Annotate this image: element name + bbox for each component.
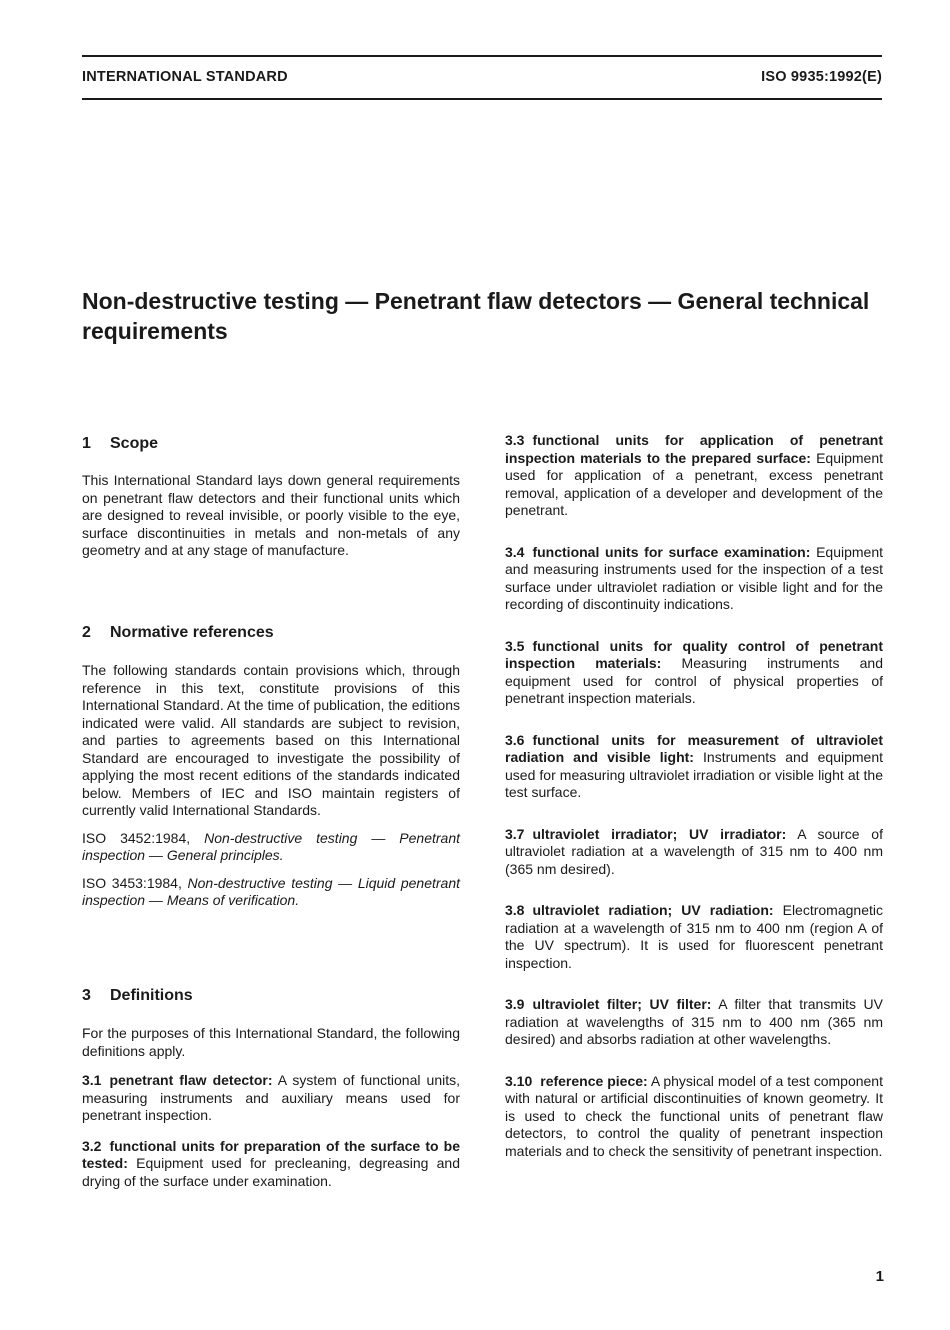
definition-text: A physical model of a test component with natural or artificial discontinuities of known geometry. It is used to check the functional units of penetrant flaw detectors, to control the quality of penetrant inspection materials and to check the sensitivity of penetrant inspection. xyxy=(505,1072,883,1159)
definitions-body-left xyxy=(82,1025,460,1190)
definition-term: functional units for measurement of ultraviolet radiation and visible light: xyxy=(505,731,883,765)
definition-text: Instruments and equipment used for measuring ultraviolet irradiation or visible light at the test surface. xyxy=(505,749,884,800)
definition-number: 3.4 xyxy=(505,543,525,560)
definition-number: 3.9 xyxy=(505,996,525,1012)
section-title: Scope xyxy=(110,435,159,452)
definition-item xyxy=(82,1072,460,1125)
section-title: Definitions xyxy=(110,987,193,1004)
definition-item xyxy=(505,544,883,614)
definition-number: 3.1 xyxy=(82,1072,102,1088)
definition-number: 3.6 xyxy=(505,731,525,748)
definition-number: 3.7 xyxy=(505,825,525,842)
definition-text: Equipment and measuring instruments used for the inspection of a test surface under ultraviolet radiation or visible light and for the recording of discontinuity indications. xyxy=(505,543,884,612)
definition-term: ultraviolet irradiator; UV irradiator: xyxy=(532,825,787,842)
definition-term: reference piece: xyxy=(540,1072,648,1089)
definition-term: functional units for preparation of the surface to be tested: xyxy=(82,1137,460,1171)
reference-item xyxy=(82,875,460,910)
section-number: 1 xyxy=(82,435,91,452)
section-number: 3 xyxy=(82,987,91,1004)
definition-number: 3.5 xyxy=(505,637,525,654)
reference-code: ISO 3453:1984, xyxy=(82,874,182,891)
normative-text: The following standards contain provisions which, through reference in this text, constitute provisions of this International Standard. At the time of publication, the editions indicated were valid. All standards are subject to revision, and parties to agreements based on this International Standard are encouraged to investigate the possibility of applying the most recent editions of the standards indicated below. Members of IEC and ISO maintain registers of currently valid International Standards. xyxy=(82,662,460,818)
definition-text: Equipment used for precleaning, degreasing and drying of the surface under examination. xyxy=(82,1155,461,1189)
definitions-body-right xyxy=(505,432,883,1160)
definitions-intro: For the purposes of this International Standard, the following definitions apply. xyxy=(82,1025,460,1059)
definition-text: Measuring instruments and equipment used for control of physical properties of penetrant inspection materials. xyxy=(505,655,883,706)
normative-body xyxy=(82,662,460,910)
reference-title: Non-destructive testing — Liquid penetrant inspection — Means of verification. xyxy=(82,874,461,908)
definition-item xyxy=(505,638,883,708)
header-standard-number: ISO 9935:1992(E) xyxy=(761,69,882,85)
page-number: 1 xyxy=(875,1268,884,1285)
definition-item xyxy=(82,1138,460,1191)
definition-term: ultraviolet filter; UV filter: xyxy=(532,996,712,1012)
definition-text: Electromagnetic radiation at a wavelength of 315 nm to 400 nm (region A of the UV spectrum). It is used for fluorescent penetrant inspection. xyxy=(505,902,883,971)
document-title: Non-destructive testing — Penetrant flaw detectors — General technical requirements xyxy=(82,288,870,344)
reference-code: ISO 3452:1984, xyxy=(82,829,191,846)
definition-term: functional units for application of penetrant inspection materials to the prepared surface: xyxy=(505,432,883,466)
definition-item xyxy=(505,732,883,802)
header-top-rule xyxy=(82,55,882,57)
definition-number: 3.2 xyxy=(82,1137,102,1154)
definition-term: functional units for surface examination: xyxy=(532,543,811,560)
section-heading-definitions xyxy=(82,987,193,1005)
definition-term: penetrant flaw detector: xyxy=(109,1072,273,1088)
definition-term: ultraviolet radiation; UV radiation: xyxy=(532,902,774,918)
definition-item xyxy=(505,826,883,879)
definition-item xyxy=(505,996,883,1049)
definition-item xyxy=(505,432,883,520)
definition-text: A system of functional units, measuring instruments and auxiliary means used for penetrant inspection. xyxy=(82,1072,460,1123)
definition-text: A source of ultraviolet radiation at a wavelength of 315 nm to 400 nm (365 nm desired). xyxy=(505,825,883,877)
definition-item xyxy=(505,902,883,972)
section-heading-normative-references xyxy=(82,624,274,642)
reference-title: Non-destructive testing — Penetrant inspection — General principles. xyxy=(82,829,461,863)
definition-text: Equipment used for application of a penetrant, excess penetrant removal, application of a developer and development of the penetrant. xyxy=(505,449,884,518)
definition-number: 3.3 xyxy=(505,432,525,448)
section-heading-scope xyxy=(82,435,158,453)
definition-number: 3.8 xyxy=(505,902,525,918)
scope-body xyxy=(82,472,460,560)
header-bottom-rule xyxy=(82,98,882,100)
section-title: Normative references xyxy=(110,624,274,641)
definition-number: 3.10 xyxy=(505,1072,533,1089)
definition-text: A filter that transmits UV radiation at wavelengths of 315 nm to 400 nm (365 nm desired) and absorbs radiation at other wavelengths. xyxy=(505,996,883,1047)
definition-item xyxy=(505,1073,883,1161)
section-number: 2 xyxy=(82,624,91,641)
definition-term: functional units for quality control of penetrant inspection materials: xyxy=(505,637,883,671)
reference-item xyxy=(82,830,460,865)
scope-text: This International Standard lays down general requirements on penetrant flaw detectors and their functional units which are designed to reveal invisible, or poorly visible to the eye, surface discontinuities in metals and non-metals of any geometry and at any stage of manufacture. xyxy=(82,472,460,558)
header-standard-type: INTERNATIONAL STANDARD xyxy=(82,69,288,85)
